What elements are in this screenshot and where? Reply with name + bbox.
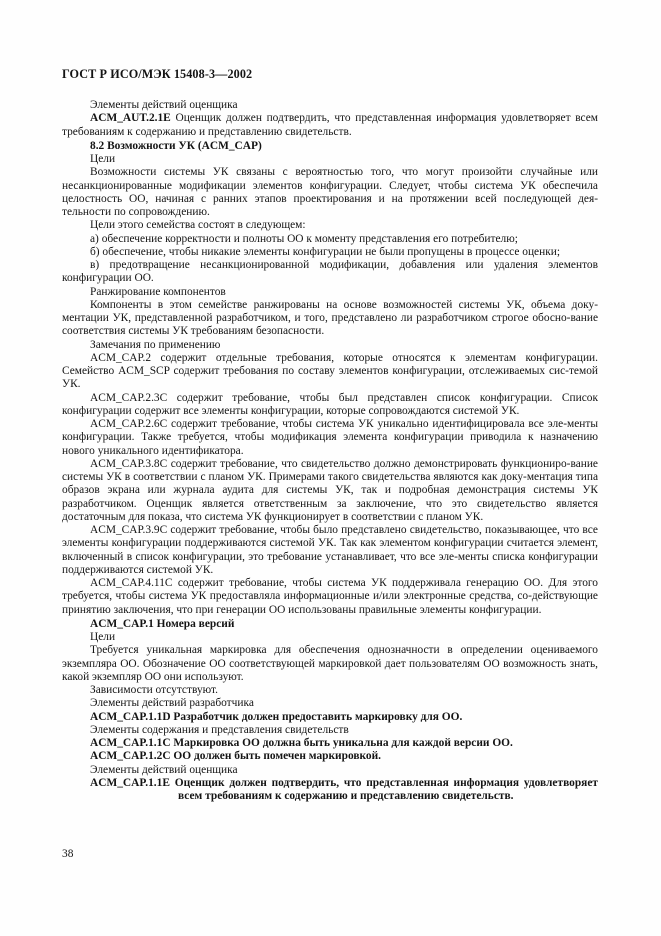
- note-paragraph: ACM_CAP.4.11C содержит требование, чтобы система УК поддерживала генерацию ОО. Для этого требуется, чтобы система УК предоставляла информационные и/или электронные средства, со-действующие принятию заключения, что при генерации ОО использованы правильные элементы конфигурации.: [62, 577, 598, 616]
- developer-element: ACM_CAP.1.1D Разработчик должен предоставить маркировку для ОО.: [90, 710, 463, 723]
- list-item-c: в) предотвращение несанкционированной модификации, добавления или удаления элементов конфигурации ОО.: [62, 259, 598, 285]
- evaluator-actions-label: Элементы действий оценщика: [90, 99, 238, 111]
- evaluator-element-line2: всем требованиям к содержанию и представлению свидетельств.: [178, 790, 514, 802]
- list-item-a: а) обеспечение корректности и полноты ОО к моменту представления его потребителю;: [90, 232, 518, 245]
- component-heading: ACM_CAP.1 Номера версий: [90, 617, 235, 630]
- dependencies-text: Зависимости отсутствуют.: [90, 684, 218, 696]
- goals-paragraph: Возможности системы УК связаны с вероятностью того, что могут произойти случайные или несанкционированные модификации элементов конфигурации. Следует, чтобы система УК обеспечила целостность ОО, начиная с ранних этапов проектирования и на протяжении всей последующей дея-тельности по сопровождению.: [62, 166, 598, 218]
- evaluator-actions-label: Элементы действий оценщика: [90, 763, 238, 776]
- list-item-b: б) обеспечение, чтобы никакие элементы конфигурации не были пропущены в процессе оценки;: [90, 245, 561, 258]
- ranking-label: Ранжирование компонентов: [90, 285, 226, 298]
- requirement-acm-aut-2-1e: [62, 112, 598, 139]
- note-paragraph: ACM_CAP.3.8C содержит требование, что свидетельство должно демонстрировать функциониро-вание системы УК в соответствии с планом УК. Примерами такого свидетельства являются как доку-ментация типа образов экрана или журнала аудита для системы УК, так и подробная демонстрация системы УК разработчиком. Оценщик является ответственным за заключение, что это свидетельство является достаточным для показа, что система УК функционирует в соответствии с планом УК.: [62, 457, 598, 523]
- notes-label: Замечания по применению: [90, 338, 221, 351]
- content-elements-label: Элементы содержания и представления свидетельств: [90, 723, 349, 736]
- requirement-text: Оценщик должен подтвердить, что представленная информация удовлетворяет всем требованиям к содержанию и представлению свидетельств.: [62, 112, 598, 138]
- document-header: ГОСТ Р ИСО/МЭК 15408-3—2002: [62, 67, 253, 81]
- requirement-code: ACM_AUT.2.1E: [90, 112, 171, 125]
- document-body: [62, 99, 598, 803]
- note-paragraph: ACM_CAP.2 содержит отдельные требования, которые относятся к элементам конфигурации. Семейство ACM_SCP содержит требования по составу элементов конфигурации, отслеживаемых сис-темой УК.: [62, 351, 598, 391]
- section-heading: 8.2 Возможности УК (ACM_CAP): [90, 139, 262, 152]
- evaluator-element-line1: ACM_CAP.1.1E Оценщик должен подтвердить, что представленная информация удовлетворяет: [90, 776, 598, 789]
- content-element: ACM_CAP.1.2C ОО должен быть помечен маркировкой.: [90, 750, 382, 763]
- family-intro: Цели этого семейства состоят в следующем:: [90, 219, 306, 232]
- note-paragraph: ACM_CAP.3.9C содержит требование, чтобы было представлено свидетельство, показывающее, что все элементы конфигурации поддерживаются системой УК. Так как элементом конфигурации считается элемент, включенный в список конфигурации, это требование устанавливает, что все эле-менты списка конфигурации поддерживаются системой УК.: [62, 524, 598, 576]
- note-paragraph: ACM_CAP.2.3C содержит требование, чтобы был представлен список конфигурации. Список конфигурации содержит все элементы конфигурации, которые сопровождаются системой УК.: [62, 391, 598, 417]
- component-goals-label: Цели: [90, 631, 116, 643]
- component-goals-paragraph: Требуется уникальная маркировка для обеспечения однозначности в определении оцениваемого экземпляра ОО. Обозначение ОО соответствующей маркировкой дает пользователям ОО возможность знать, какой экземпляр ОО они используют.: [62, 644, 598, 683]
- ranking-paragraph: Компоненты в этом семействе ранжированы на основе возможностей системы УК, объема доку-ментации УК, представленной разработчиком, и того, представлено ли разработчиком строгое обосно-вание соответствия системы УК требованиям безопасности.: [62, 298, 598, 338]
- note-paragraph: ACM_CAP.2.6C содержит требование, чтобы система УК уникально идентифицировала все эле-менты конфигурации. Также требуется, чтобы модификация элемента конфигурации приводила к назначению нового уникального идентификатора.: [62, 418, 598, 457]
- goals-label: Цели: [90, 153, 116, 165]
- content-element: ACM_CAP.1.1C Маркировка ОО должна быть уникальна для каждой версии ОО.: [90, 737, 513, 749]
- page-number: 38: [62, 848, 74, 860]
- developer-actions-label: Элементы действий разработчика: [90, 697, 254, 710]
